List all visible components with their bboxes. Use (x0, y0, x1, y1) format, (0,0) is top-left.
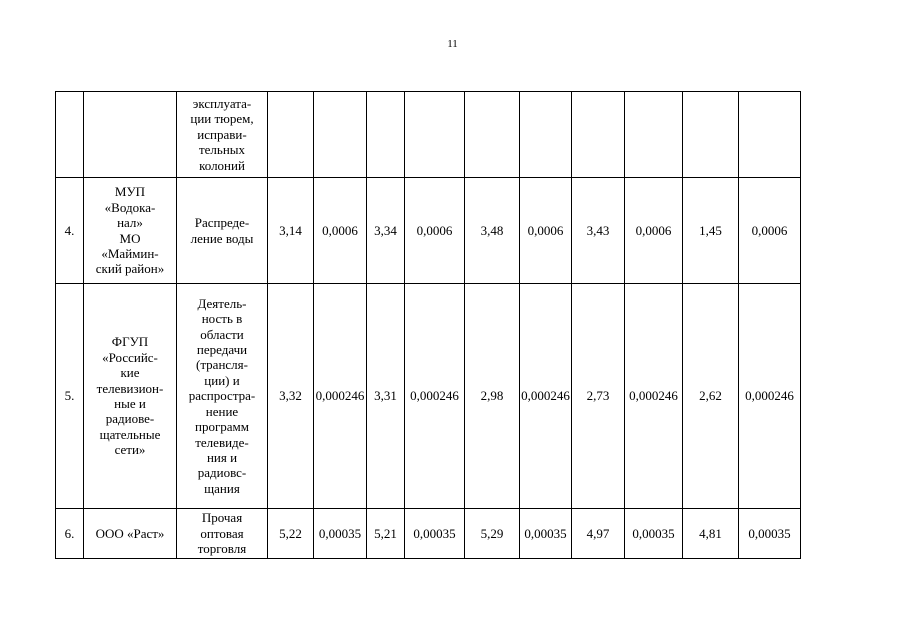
value-cell (572, 92, 625, 178)
value-cell: 4,81 (683, 509, 739, 559)
organization-cell (84, 92, 177, 178)
row-number-cell: 6. (56, 509, 84, 559)
text-line: ния и (206, 449, 238, 465)
value-cell: 5,22 (268, 509, 314, 559)
value-cell: 2,62 (683, 284, 739, 509)
table-row (56, 284, 801, 509)
text-line: ский район» (95, 261, 165, 277)
organization-cell (84, 509, 177, 559)
data-table (55, 91, 801, 559)
value-cell: 0,0006 (314, 178, 367, 284)
text-line: ные и (114, 396, 146, 411)
value-cell: 0,00035 (520, 509, 572, 559)
value-cell: 3,43 (572, 178, 625, 284)
value-cell: 0,00035 (314, 509, 367, 559)
row-number-cell: 4. (56, 178, 84, 284)
text-line: ции тюрем, (190, 111, 254, 127)
value-cell: 3,14 (268, 178, 314, 284)
value-cell: 0,00035 (405, 509, 465, 559)
value-cell (625, 92, 683, 178)
value-cell: 5,29 (465, 509, 520, 559)
value-cell (465, 92, 520, 178)
activity-cell (177, 178, 268, 284)
value-cell: 2,98 (465, 284, 520, 509)
value-cell (268, 92, 314, 178)
value-cell (405, 92, 465, 178)
text-line: «Водока- (104, 199, 156, 215)
value-cell (367, 92, 405, 178)
text-line: (трансля- (196, 357, 248, 373)
value-cell (314, 92, 367, 178)
activity-cell (177, 284, 268, 509)
value-cell: 0,000246 (314, 284, 367, 509)
row-number-cell: 5. (56, 284, 84, 509)
value-cell: 0,0006 (520, 178, 572, 284)
text-line: Распреде- (194, 215, 250, 231)
text-line: нал» (117, 215, 143, 231)
value-cell: 3,32 (268, 284, 314, 509)
text-line: ции) и (204, 372, 240, 388)
row-number-cell (56, 92, 84, 178)
text-line: ность в (201, 311, 243, 327)
text-line: торговля (197, 541, 247, 557)
text-line: колоний (199, 157, 245, 173)
value-cell: 0,000246 (625, 284, 683, 509)
value-cell: 0,000246 (405, 284, 465, 509)
value-cell: 0,00035 (625, 509, 683, 559)
text-line: кие (120, 365, 140, 381)
text-line: распростра- (188, 388, 256, 404)
text-line: телевизион- (96, 380, 164, 396)
table-row (56, 92, 801, 178)
value-cell: 0,0006 (739, 178, 801, 284)
value-cell (683, 92, 739, 178)
text-line: исправи- (197, 126, 247, 142)
text-line: передачи (196, 342, 248, 358)
value-cell: 3,34 (367, 178, 405, 284)
text-line: сети» (114, 442, 146, 458)
text-line: радиовс- (197, 465, 247, 481)
activity-cell (177, 92, 268, 178)
text-line: «Российс- (102, 349, 158, 365)
table-row (56, 509, 801, 559)
page-number: 11 (447, 38, 458, 50)
text-line: ФГУП (111, 334, 149, 350)
value-cell: 5,21 (367, 509, 405, 559)
activity-cell (177, 509, 268, 559)
value-cell: 0,0006 (405, 178, 465, 284)
organization-cell (84, 284, 177, 509)
text-line: МУП (114, 184, 146, 200)
text-line: области (200, 326, 244, 342)
text-line: Прочая (201, 510, 243, 526)
value-cell: 3,48 (465, 178, 520, 284)
text-line: Деятель- (197, 295, 247, 311)
text-line: программ (194, 419, 249, 435)
text-line: нение (205, 403, 239, 419)
text-line: «Маймин- (101, 245, 159, 261)
text-line: оптовая (200, 525, 244, 541)
value-cell: 0,00035 (739, 509, 801, 559)
table-row (56, 178, 801, 284)
text-line: телевиде- (195, 434, 249, 450)
text-line: ление воды (190, 230, 254, 246)
text-line: щательные (99, 426, 161, 442)
text-line: МО (119, 230, 141, 246)
value-cell: 2,73 (572, 284, 625, 509)
value-cell (739, 92, 801, 178)
value-cell: 0,0006 (625, 178, 683, 284)
text-line: щания (204, 480, 240, 496)
text-line: радиове- (105, 411, 155, 427)
organization-cell (84, 178, 177, 284)
value-cell: 0,000246 (739, 284, 801, 509)
text-line: тельных (198, 142, 246, 158)
value-cell: 4,97 (572, 509, 625, 559)
value-cell: 1,45 (683, 178, 739, 284)
text-line: ООО «Раст» (95, 525, 165, 541)
value-cell: 0,000246 (520, 284, 572, 509)
value-cell (520, 92, 572, 178)
value-cell: 3,31 (367, 284, 405, 509)
text-line: эксплуата- (192, 95, 252, 111)
